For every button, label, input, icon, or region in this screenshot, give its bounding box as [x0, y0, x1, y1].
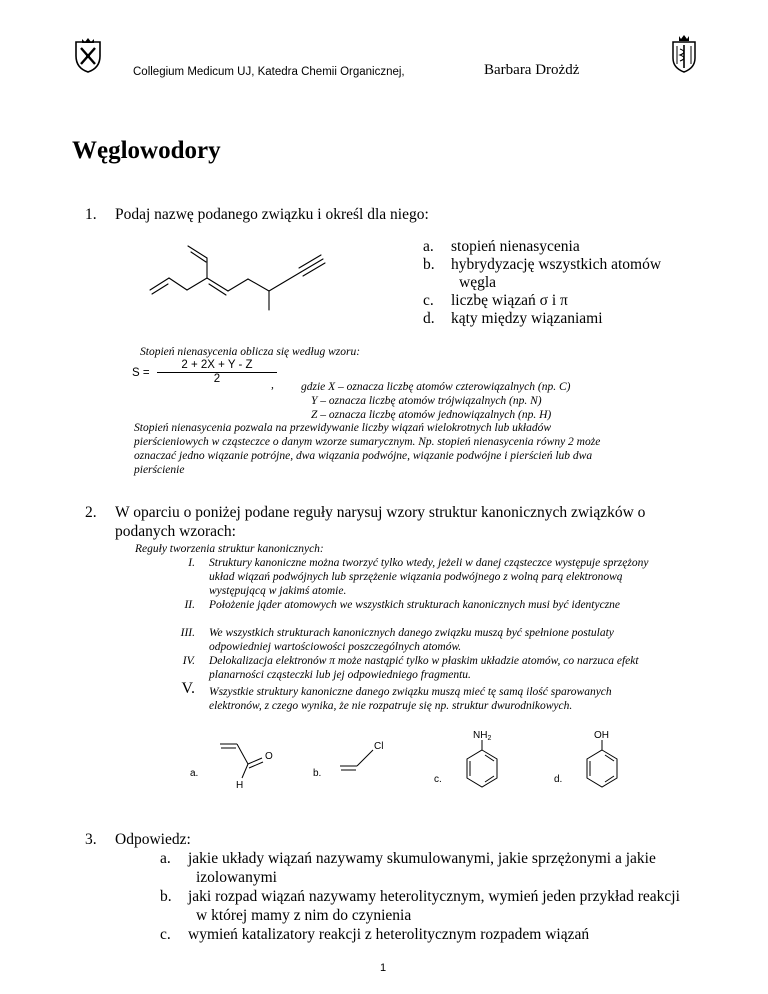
item-text-cont: izolowanymi: [196, 869, 277, 886]
item-text: stopień nienasycenia: [451, 238, 580, 255]
rule-number: I.: [188, 557, 195, 569]
rule-text: Delokalizacja elektronów π może nastąpić tylko w płaskim układzie atomów, co narzuca efekt planarności cząsteczki lub jej odpowiedniego fragmentu.: [209, 655, 639, 681]
page-number: 1: [380, 962, 387, 974]
question-number: 1.: [85, 206, 97, 223]
rule-text: We wszystkich strukturach kanonicznych danego związku muszą być spełnione postulaty odpowiedniej wartościowości poszczególnych atomów.: [209, 627, 614, 653]
paragraph-line: oznaczać jedno wiązanie potrójne, dwa wiązania podwójne, wiązanie podwójne i pierścień lub dwa: [134, 450, 593, 462]
header-author: Barbara Drożdż: [484, 62, 580, 78]
item-text: jaki rozpad wiązań nazywamy heterolitycznym, wymień jeden przykład reakcji: [188, 888, 680, 905]
page-title: Węglowodory: [72, 137, 221, 164]
question-text: Odpowiedz:: [115, 831, 191, 848]
formula-where-z: Z – oznacza liczbę atomów jednowiązalnych (np. H): [311, 409, 552, 421]
question-text: W oparciu o poniżej podane reguły narysuj wzory struktur kanonicznych związków o: [115, 504, 646, 521]
rule-text: Wszystkie struktury kanoniczne danego związku muszą mieć tę samą ilość sparowanych elektronów, z czego wynika, że nie rozpatruje się np. struktur dwurodnikowych.: [209, 686, 612, 712]
rule-text: Struktury kanoniczne można tworzyć tylko wtedy, jeżeli w danej cząsteczce występuje sprzężony układ wiązań podwójnych lub sprzężenie wiązania podwójnego z wolną parą elektronową występującą w jakimś atomie.: [209, 557, 649, 597]
right-crest-icon: [669, 34, 699, 79]
item-letter: c.: [423, 292, 434, 309]
rule-number: IV.: [182, 655, 195, 667]
rule-number: V.: [181, 680, 195, 697]
item-letter: c.: [160, 926, 171, 943]
question-3-items: [160, 849, 740, 944]
rules-title: Reguły tworzenia struktur kanonicznych:: [135, 543, 324, 555]
canonical-structures: [190, 728, 670, 808]
structure-d-hydroxyl: OH: [594, 730, 609, 741]
item-text: kąty między wiązaniami: [451, 310, 603, 327]
item-text: jakie układy wiązań nazywamy skumulowanymi, jakie sprzężonymi a jakie: [188, 850, 656, 867]
question-1-items: [423, 238, 753, 328]
paragraph-line: pierścieniowych w cząsteczce o danym wzorze sumarycznym. Np. stopień nienasycenia równy 2 może: [134, 436, 601, 448]
question-text: Podaj nazwę podanego związku i określ dla niego:: [115, 206, 429, 223]
q3-item-b: [160, 887, 740, 925]
paragraph-line: Stopień nienasycenia pozwala na przewidywanie liczby wiązań wielokrotnych lub układów: [134, 422, 552, 434]
item-text: liczbę wiązań σ i π: [451, 292, 568, 309]
paragraph-line: pierścienie: [134, 464, 185, 476]
item-letter: a.: [160, 850, 171, 867]
question-number: 2.: [85, 504, 97, 521]
structure-a-hydrogen: H: [236, 780, 244, 791]
unsaturation-paragraph: [134, 421, 754, 477]
structure-a-label: a.: [190, 768, 199, 779]
structure-d-label: d.: [554, 774, 563, 785]
structure-b-label: b.: [313, 768, 322, 779]
q3-item-a: [160, 849, 740, 887]
header-institution: Collegium Medicum UJ, Katedra Chemii Organicznej,: [133, 66, 405, 78]
item-text: hybrydyzację wszystkich atomów: [451, 256, 662, 273]
item-text: wymień katalizatory reakcji z heterolitycznym rozpadem wiązań: [188, 926, 590, 943]
structure-c-amine: $NH_2$: [473, 730, 492, 742]
item-letter: b.: [423, 256, 435, 273]
item-letter: a.: [423, 238, 434, 255]
formula-where-x: gdzie X – oznacza liczbę atomów czterowiązalnych (np. C): [301, 381, 571, 393]
structure-a-oxygen: O: [265, 751, 273, 762]
formula-comma: ,: [271, 379, 274, 391]
structure-b-chlorine: Cl: [374, 741, 384, 752]
q1-item-c: [423, 292, 753, 310]
rule-number: II.: [184, 599, 195, 611]
rule-text: Położenie jąder atomowych we wszystkich strukturach kanonicznych musi być identyczne: [209, 599, 621, 611]
structure-c-label: c.: [434, 774, 442, 785]
question-text-cont: podanych wzorach:: [115, 523, 236, 540]
item-letter: b.: [160, 888, 172, 905]
formula-numerator: 2 + 2X + Y - Z: [157, 359, 277, 373]
item-text-cont: węgla: [459, 274, 497, 291]
q3-item-c: [160, 925, 740, 944]
formula-denominator: 2: [213, 373, 221, 385]
item-letter: d.: [423, 310, 435, 327]
question-number: 3.: [85, 831, 97, 848]
q1-item-b: [423, 256, 753, 292]
q1-item-d: [423, 310, 753, 328]
formula-lhs: S =: [132, 367, 150, 379]
formula-where-y: Y – oznacza liczbę atomów trójwiązalnych (np. N): [311, 395, 542, 407]
left-crest-icon: [73, 38, 103, 79]
hydrocarbon-structure: [140, 236, 360, 316]
rule-number: III.: [180, 627, 195, 639]
q1-item-a: [423, 238, 753, 256]
formula-intro: Stopień nienasycenia oblicza się według wzoru:: [140, 346, 361, 358]
item-text-cont: w której mamy z nim do czynienia: [196, 907, 412, 924]
canonical-rules: [135, 542, 735, 717]
